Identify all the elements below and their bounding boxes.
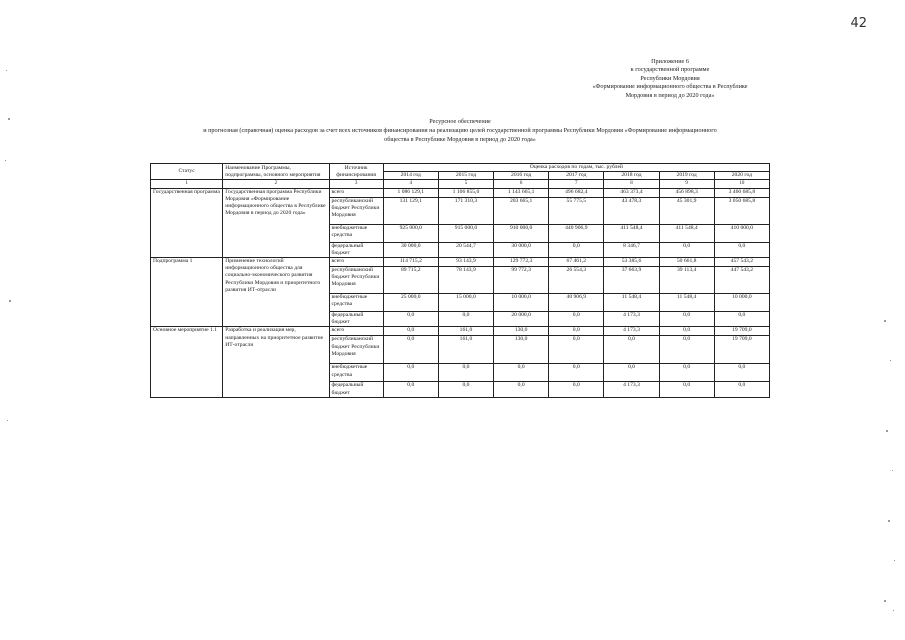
value-cell: 30 000,0	[494, 242, 549, 257]
scan-speck	[893, 610, 894, 611]
value-cell: 130,0	[494, 327, 549, 336]
value-cell: 0,0	[383, 327, 438, 336]
value-cell: 0,0	[659, 242, 714, 257]
source-cell: внебюджетные средства	[329, 294, 383, 312]
title-line: Ресурсное обеспечение	[429, 118, 491, 125]
value-cell: 11 548,4	[659, 294, 714, 312]
appendix-line: Мордовия в период до 2020 года»	[625, 91, 715, 99]
value-cell: 53 385,6	[604, 258, 659, 267]
value-cell: 203 665,1	[494, 197, 549, 224]
value-cell: 43 478,3	[604, 197, 659, 224]
value-cell: 3 050 685,8	[714, 197, 769, 224]
value-cell: 20 544,7	[438, 242, 493, 257]
value-cell: 0,0	[549, 336, 604, 364]
source-cell: внебюджетные средства	[329, 364, 383, 382]
status-cell: Подпрограмма 1	[151, 258, 223, 327]
value-cell: 0,0	[714, 312, 769, 327]
header-row	[151, 164, 770, 172]
value-cell: 0,0	[659, 327, 714, 336]
status-cell: Государственная программа	[151, 188, 223, 257]
header-year: 2017 год	[549, 172, 604, 180]
value-cell: 0,0	[438, 312, 493, 327]
scan-speck	[8, 118, 10, 120]
header-year: 2020 год	[714, 172, 769, 180]
table-row	[151, 188, 770, 197]
index-cell: 10	[714, 180, 769, 188]
source-cell: федеральный бюджет	[329, 242, 383, 257]
value-cell: 0,0	[549, 242, 604, 257]
scan-speck	[884, 600, 886, 602]
value-cell: 457 543,2	[714, 258, 769, 267]
index-cell: 7	[549, 180, 604, 188]
value-cell: 67 461,2	[549, 258, 604, 267]
scan-speck	[894, 560, 895, 561]
index-cell: 3	[329, 180, 383, 188]
status-cell: Основное мероприятие 1.1	[151, 327, 223, 397]
value-cell: 114 715,2	[383, 258, 438, 267]
value-cell: 0,0	[438, 382, 493, 397]
title-line: общества в Республике Мордовия в период до 2020 года»	[384, 135, 536, 143]
value-cell: 0,0	[549, 364, 604, 382]
source-cell: федеральный бюджет	[329, 382, 383, 397]
value-cell: 161,0	[438, 327, 493, 336]
scan-speck	[890, 360, 891, 361]
scan-speck	[6, 70, 7, 71]
value-cell: 8 346,7	[604, 242, 659, 257]
value-cell: 130,0	[494, 336, 549, 364]
appendix-line: Приложение 6	[651, 58, 689, 65]
value-cell: 26 554,3	[549, 267, 604, 294]
table-row	[151, 327, 770, 336]
value-cell: 20 000,0	[494, 312, 549, 327]
value-cell: 0,0	[383, 382, 438, 397]
scan-speck	[9, 300, 11, 302]
value-cell: 37 663,9	[604, 267, 659, 294]
name-cell: Применение технологий информационного общества для социально-экономического развития Республики Мордовия и приоритетного развития ИТ-отрасли	[223, 258, 329, 327]
index-row	[151, 180, 770, 188]
value-cell: 19 709,0	[714, 327, 769, 336]
value-cell: 1 106 855,0	[438, 188, 493, 197]
value-cell: 0,0	[383, 336, 438, 364]
header-year: 2015 год	[438, 172, 493, 180]
value-cell: 131 129,1	[383, 197, 438, 224]
value-cell: 161,0	[438, 336, 493, 364]
value-cell: 4 173,3	[604, 312, 659, 327]
value-cell: 4 173,3	[604, 327, 659, 336]
appendix-line: к государственной программе	[630, 66, 710, 74]
index-cell: 2	[223, 180, 329, 188]
title-line: и прогнозная (справочная) оценка расходов за счет всех источников финансирования на реализацию целей государственной программы Республики Мордовия «Формирование информационного	[203, 127, 717, 135]
scan-speck	[886, 430, 888, 432]
header-year: 2014 год	[383, 172, 438, 180]
appendix-line: «Формирование информационного общества в Республике	[592, 83, 748, 91]
value-cell: 0,0	[549, 312, 604, 327]
header-year: 2018 год	[604, 172, 659, 180]
index-cell: 5	[438, 180, 493, 188]
value-cell: 411 548,4	[604, 224, 659, 242]
value-cell: 0,0	[714, 242, 769, 257]
index-cell: 1	[151, 180, 223, 188]
value-cell: 0,0	[659, 312, 714, 327]
value-cell: 10 000,0	[494, 294, 549, 312]
value-cell: 456 898,3	[659, 188, 714, 197]
value-cell: 447 543,2	[714, 267, 769, 294]
value-cell: 19 709,0	[714, 336, 769, 364]
value-cell: 50 661,8	[659, 258, 714, 267]
value-cell: 910 000,0	[494, 224, 549, 242]
value-cell: 99 772,3	[494, 267, 549, 294]
value-cell: 0,0	[714, 382, 769, 397]
value-cell: 4 173,3	[604, 382, 659, 397]
value-cell: 915 000,0	[438, 224, 493, 242]
source-cell: всего	[329, 258, 383, 267]
header-estimate: Оценка расходов по годам, тыс. рублей	[383, 164, 769, 172]
value-cell: 0,0	[604, 336, 659, 364]
scan-speck	[888, 520, 890, 522]
funding-table	[150, 163, 770, 398]
value-cell: 0,0	[659, 336, 714, 364]
index-cell: 9	[659, 180, 714, 188]
value-cell: 10 000,0	[714, 294, 769, 312]
table-body	[151, 188, 770, 397]
value-cell: 0,0	[714, 364, 769, 382]
value-cell: 0,0	[604, 364, 659, 382]
value-cell: 0,0	[549, 382, 604, 397]
name-cell: Разработка и реализация мер, направленных на приоритетное развитие ИТ-отрасли	[223, 327, 329, 397]
value-cell: 45 301,9	[659, 197, 714, 224]
header-source: Источник финансирования	[329, 164, 383, 180]
scan-speck	[892, 470, 893, 471]
value-cell: 3 460 685,8	[714, 188, 769, 197]
scan-speck	[5, 160, 6, 161]
value-cell: 463 373,4	[604, 188, 659, 197]
index-cell: 6	[494, 180, 549, 188]
value-cell: 89 715,2	[383, 267, 438, 294]
value-cell: 40 906,9	[549, 294, 604, 312]
header-year: 2016 год	[494, 172, 549, 180]
value-cell: 30 000,0	[383, 242, 438, 257]
value-cell: 0,0	[659, 364, 714, 382]
scan-speck	[884, 320, 886, 322]
appendix-line: Республики Мордовия	[640, 74, 700, 82]
value-cell: 1 086 129,1	[383, 188, 438, 197]
value-cell: 0,0	[383, 364, 438, 382]
value-cell: 0,0	[494, 364, 549, 382]
value-cell: 78 143,9	[438, 267, 493, 294]
value-cell: 39 113,4	[659, 267, 714, 294]
value-cell: 925 000,0	[383, 224, 438, 242]
page-number: 42	[850, 16, 867, 31]
source-cell: республиканский бюджет Республики Мордовия	[329, 336, 383, 364]
table-row	[151, 258, 770, 267]
source-cell: внебюджетные средства	[329, 224, 383, 242]
value-cell: 440 906,9	[549, 224, 604, 242]
value-cell: 410 000,0	[714, 224, 769, 242]
value-cell: 0,0	[438, 364, 493, 382]
value-cell: 496 682,4	[549, 188, 604, 197]
source-cell: республиканский бюджет Республики Мордовия	[329, 267, 383, 294]
value-cell: 129 772,3	[494, 258, 549, 267]
source-cell: всего	[329, 188, 383, 197]
value-cell: 1 143 665,1	[494, 188, 549, 197]
document-title	[140, 118, 780, 144]
index-cell: 4	[383, 180, 438, 188]
value-cell: 171 310,3	[438, 197, 493, 224]
value-cell: 0,0	[659, 382, 714, 397]
value-cell: 15 000,0	[438, 294, 493, 312]
header-status: Статус	[151, 164, 223, 180]
source-cell: федеральный бюджет	[329, 312, 383, 327]
appendix-header	[560, 58, 780, 100]
header-name: Наименование Программы, подпрограммы, основного мероприятия	[223, 164, 329, 180]
value-cell: 0,0	[549, 327, 604, 336]
name-cell: Государственная программа Республики Мордовия «Формирование информационного общества в Республике Мордовия в период до 2020 года»	[223, 188, 329, 257]
source-cell: всего	[329, 327, 383, 336]
value-cell: 0,0	[494, 382, 549, 397]
value-cell: 93 143,9	[438, 258, 493, 267]
value-cell: 11 548,4	[604, 294, 659, 312]
value-cell: 0,0	[383, 312, 438, 327]
header-year: 2019 год	[659, 172, 714, 180]
scan-speck	[7, 420, 8, 421]
source-cell: республиканский бюджет Республики Мордовия	[329, 197, 383, 224]
value-cell: 55 775,5	[549, 197, 604, 224]
value-cell: 25 000,0	[383, 294, 438, 312]
index-cell: 8	[604, 180, 659, 188]
value-cell: 411 548,4	[659, 224, 714, 242]
